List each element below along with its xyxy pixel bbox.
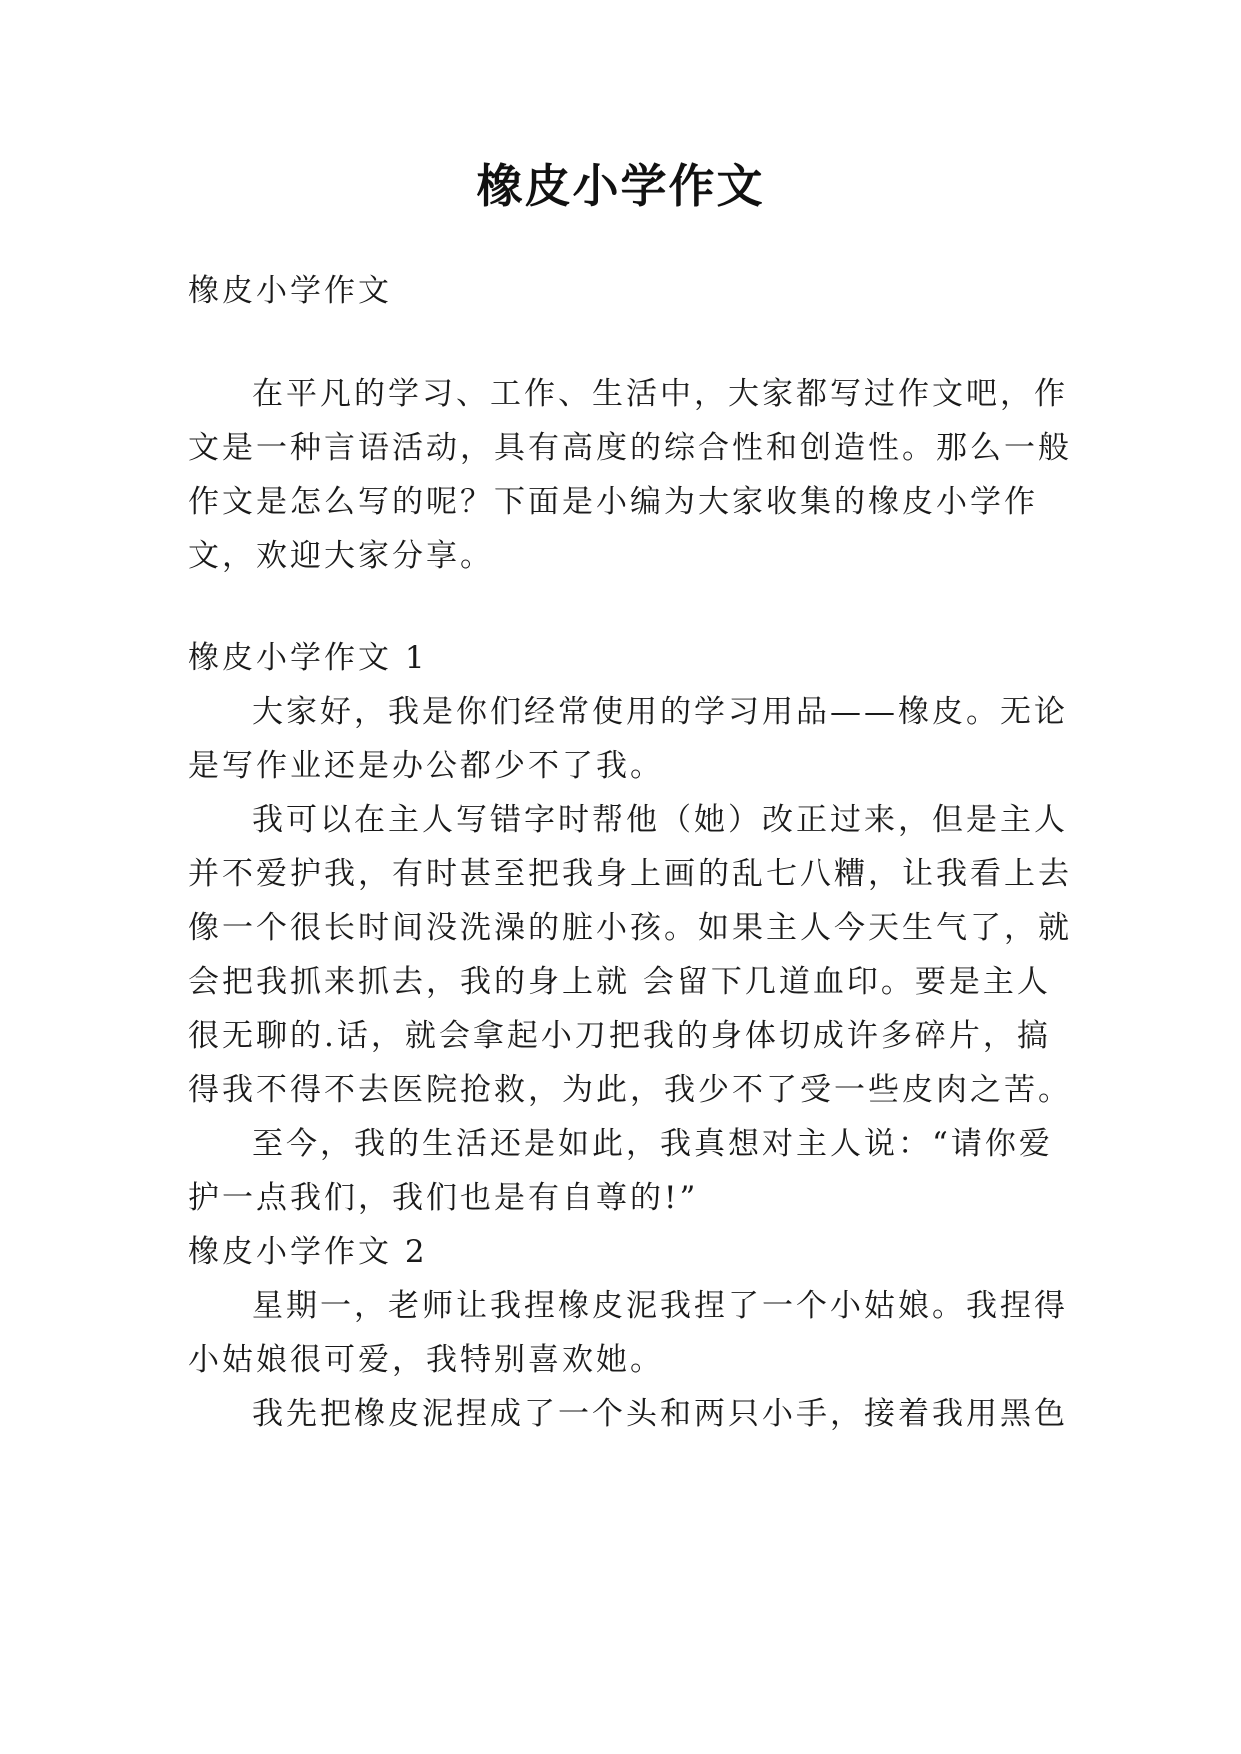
essay2-heading: 橡皮小学作文 2 <box>188 1234 428 1270</box>
intro-line-1: 在平凡的学习、工作、生活中，大家都写过作文吧，作 <box>252 376 1068 412</box>
intro-line-4: 文，欢迎大家分享。 <box>188 538 494 574</box>
essay2-p1-line-1: 星期一，老师让我捏橡皮泥我捏了一个小姑娘。我捏得 <box>252 1288 1068 1324</box>
essay2-p1-line-2: 小姑娘很可爱，我特别喜欢她。 <box>188 1342 664 1378</box>
essay1-p2-line-4: 会把我抓来抓去，我的身上就 会留下几道血印。要是主人 <box>188 964 1051 1000</box>
intro-line-2: 文是一种言语活动，具有高度的综合性和创造性。那么一般 <box>188 430 1072 466</box>
essay1-p1-line-2: 是写作业还是办公都少不了我。 <box>188 748 664 784</box>
document-title: 橡皮小学作文 <box>476 159 765 213</box>
essay1-p2-line-2: 并不爱护我，有时甚至把我身上画的乱七八糟，让我看上去 <box>188 856 1072 892</box>
essay1-p3-line-2: 护一点我们，我们也是有自尊的!” <box>188 1180 699 1216</box>
essay1-heading: 橡皮小学作文 1 <box>188 640 428 676</box>
essay2-p2-line-1: 我先把橡皮泥捏成了一个头和两只小手，接着我用黑色 <box>252 1396 1068 1432</box>
subtitle: 橡皮小学作文 <box>188 273 392 309</box>
essay1-p3-line-1: 至今，我的生活还是如此，我真想对主人说：“请你爱 <box>252 1126 1053 1162</box>
essay1-p2-line-1: 我可以在主人写错字时帮他（她）改正过来，但是主人 <box>252 802 1068 838</box>
intro-line-3: 作文是怎么写的呢？下面是小编为大家收集的橡皮小学作 <box>188 484 1038 520</box>
essay1-p1-line-1: 大家好，我是你们经常使用的学习用品——橡皮。无论 <box>252 694 1068 730</box>
essay1-p2-line-5: 很无聊的.话，就会拿起小刀把我的身体切成许多碎片，搞 <box>188 1018 1051 1054</box>
essay1-p2-line-6: 得我不得不去医院抢救，为此，我少不了受一些皮肉之苦。 <box>188 1072 1072 1108</box>
essay1-p2-line-3: 像一个很长时间没洗澡的脏小孩。如果主人今天生气了，就 <box>188 910 1072 946</box>
